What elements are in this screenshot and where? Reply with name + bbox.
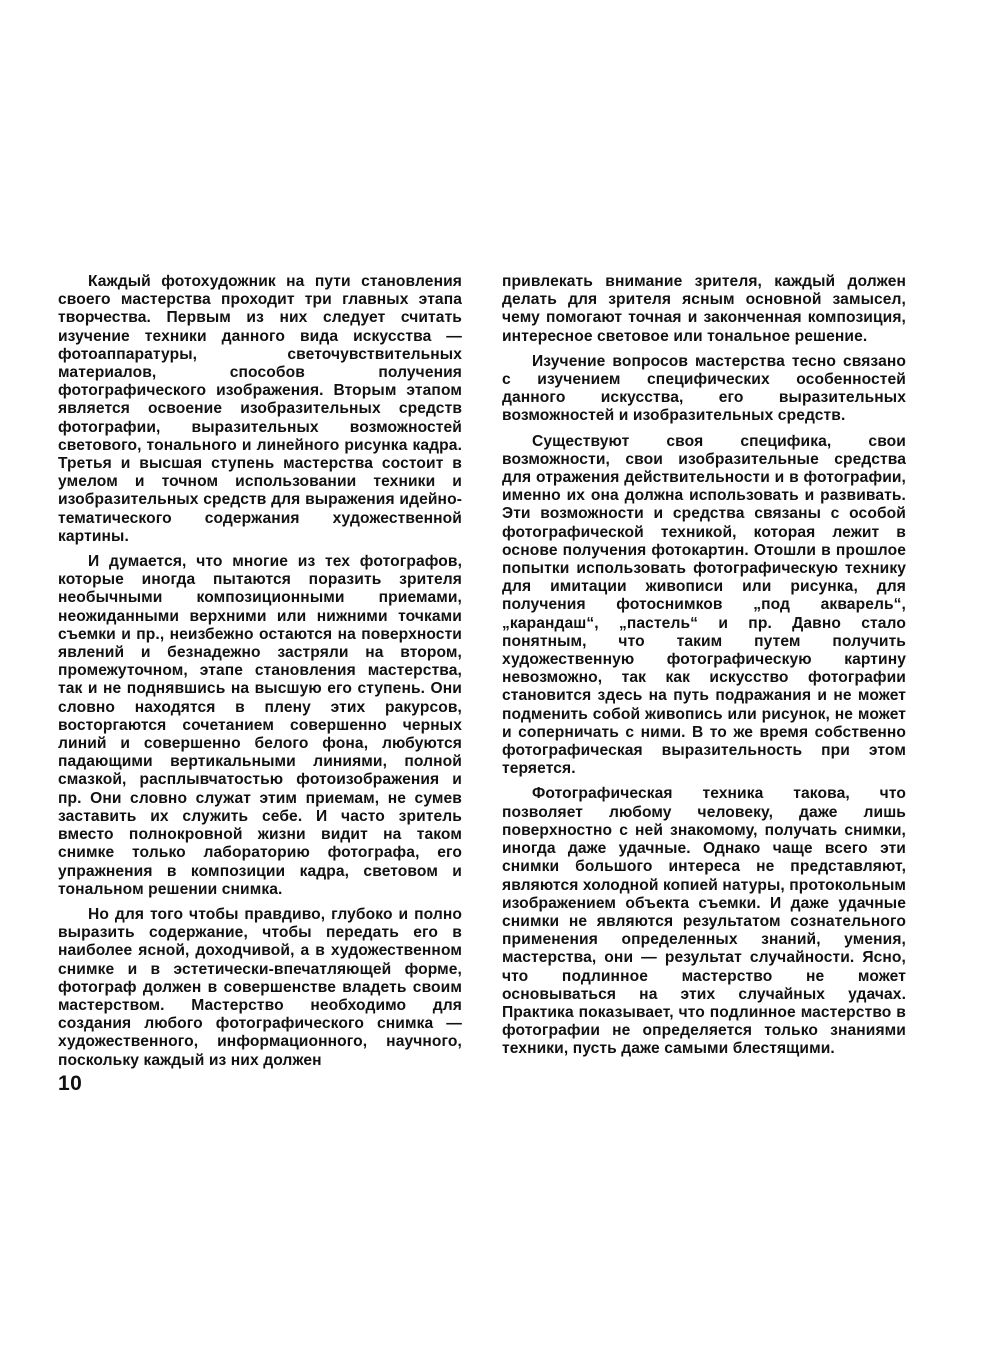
- paragraph: Изучение вопросов мастерства тесно связано с изучением специфических особенностей данного искусства, его выразительных возможностей и изобразительных средств.: [502, 352, 906, 425]
- paragraph: Существуют своя специфика, свои возможности, свои изобразительные средства для отражения действительности и в фотографии, именно их она должна использовать и развивать. Эти возможности и средства связаны с особой фотографической техникой, которая лежит в основе получения фотокартин. Отошли в прошлое попытки использовать фотографическую технику для имитации живописи или рисунка, для получения фотоснимков „под акварель“, „карандаш“, „пастель“ и пр. Давно стало понятным, что таким путем получить художественную фотографическую картину невозможно, так как искусство фотографии становится здесь на путь подражания и не может подменить собой живопись или рисунок, не может и соперничать с ними. В то же время собственно фотографическая выразительность при этом теряется.: [502, 432, 906, 778]
- paragraph: И думается, что многие из тех фотографов, которые иногда пытаются поразить зрителя необычными композиционными приемами, неожиданными верхними или нижними точками съемки и пр., неизбежно остаются на поверхности явлений и безнадежно застряли на втором, промежуточном, этапе становления мастерства, так и не поднявшись на высшую его ступень. Они словно находятся в плену этих ракурсов, восторгаются сочетанием совершенно черных линий и совершенно белого фона, любуются падающими вертикальными линиями, полной смазкой, расплывчатостью фотоизображения и пр. Они словно служат этим приемам, не сумев заставить их служить себе. И часто зритель вместо полнокровной жизни видит на таком снимке только лабораторию фотографа, его упражнения в композиции кадра, световом и тональном решении снимка.: [58, 553, 462, 898]
- paragraph: Каждый фотохудожник на пути становления своего мастерства проходит три главных этапа творчества. Первым из них следует считать изучение техники данного вида искусства — фотоаппаратуры, светочувствительных материалов, способов получения фотографического изображения. Вторым этапом является освоение изобразительных средств фотографии, выразительных возможностей светового, тонального и линейного рисунка кадра. Третья и высшая ступень мастерства состоит в умелом и точном использовании техники и изобразительных средств для выражения идейно-тематического содержания художественной картины.: [58, 273, 462, 545]
- paragraph: Фотографическая техника такова, что позволяет любому человеку, даже лишь поверхностно с ней знакомому, получать снимки, иногда даже удачные. Однако чаще всего эти снимки большого интереса не представляют, являются холодной копией натуры, протокольным изображением объекта съемки. И даже удачные снимки не являются результатом сознательного применения определенных знаний, умения, мастерства, они — результат случайности. Ясно, что подлинное мастерство не может основываться на этих случайных удачах. Практика показывает, что подлинное мастерство в фотографии не определяется только знаниями техники, пусть даже самыми блестящими.: [502, 785, 906, 1058]
- page-number: 10: [58, 1072, 83, 1095]
- paragraph-continuation: привлекать внимание зрителя, каждый должен делать для зрителя ясным основной замысел, чему помогают точная и законченная композиция, интересное световое или тональное решение.: [502, 273, 906, 345]
- right-text-column: [502, 273, 906, 1066]
- left-text-column: [58, 273, 462, 1077]
- paragraph: Но для того чтобы правдиво, глубоко и полно выразить содержание, чтобы передать его в наиболее ясной, доходчивой, а в художественном снимке и в эстетически-впечатляющей форме, фотограф должен в совершенстве владеть своим мастерством. Мастерство необходимо для создания любого фотографического снимка — художественного, информационного, научного, поскольку каждый из них должен: [58, 905, 462, 1069]
